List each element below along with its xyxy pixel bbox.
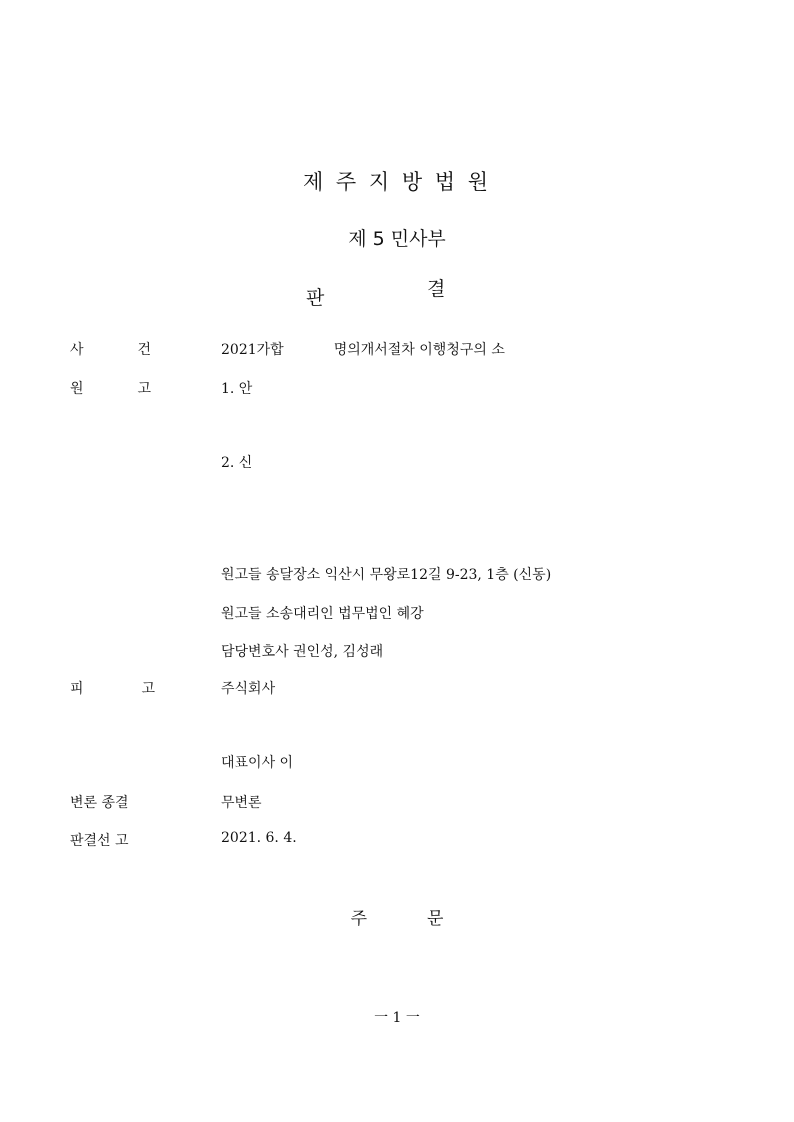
- doc-type-char-2: 결: [427, 278, 446, 300]
- case-value: [221, 339, 505, 359]
- court-name: 제 주 지 방 법 원: [302, 170, 492, 194]
- case-number: 2021가합: [221, 342, 284, 358]
- plaintiff-item-1: 1. 안: [221, 381, 253, 397]
- division-name: 제 5 민사부: [348, 228, 446, 250]
- plaintiff-label: 원 고: [70, 381, 152, 397]
- hearing-label: 변론 종결: [70, 795, 129, 811]
- page-number: 一 1 一: [374, 1010, 420, 1026]
- defendant-label: 피 고: [70, 681, 156, 697]
- hearing-value: 무변론: [221, 795, 262, 811]
- judgment-label: 판결선 고: [70, 833, 129, 849]
- doc-type-char-1: 판: [306, 287, 325, 309]
- defendant-name: 주식회사: [221, 681, 276, 697]
- plaintiff-address: 원고들 송달장소 익산시 무왕로12길 9-23, 1층 (신동): [221, 567, 552, 583]
- order-section-heading: 주 문: [350, 909, 444, 929]
- plaintiff-counsel: 원고들 소송대리인 법무법인 혜강: [221, 606, 424, 622]
- defendant-representative: 대표이사 이: [221, 755, 294, 771]
- judgment-date: 2021. 6. 4.: [221, 830, 297, 846]
- plaintiff-item-2: 2. 신: [221, 455, 253, 471]
- case-label: 사 건: [70, 342, 152, 358]
- plaintiff-attorneys: 담당변호사 권인성, 김성래: [221, 644, 384, 660]
- case-title: 명의개서절차 이행청구의 소: [333, 342, 505, 358]
